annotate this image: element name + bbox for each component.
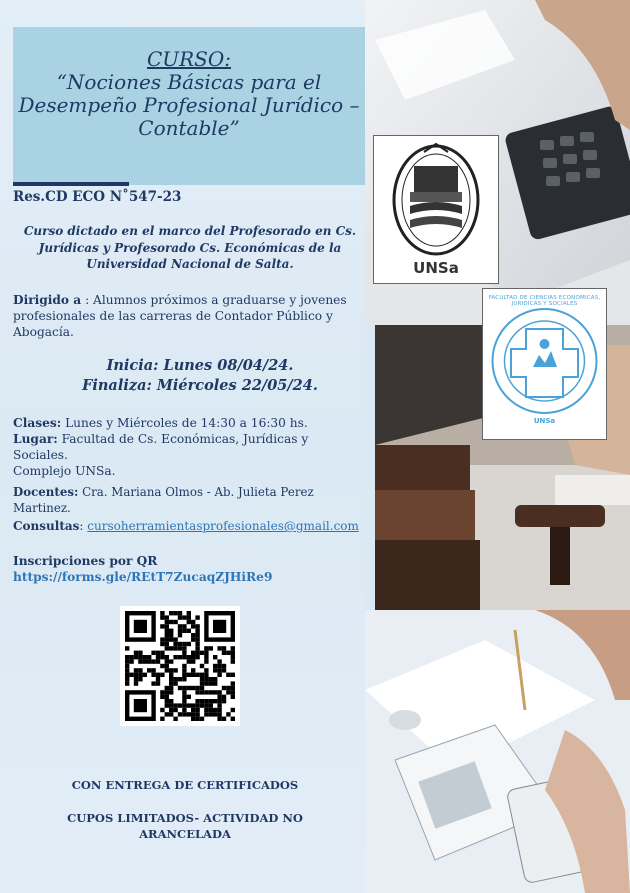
contact-block xyxy=(13,518,368,534)
certificates-note: CON ENTREGA DE CERTIFICADOS xyxy=(71,778,299,792)
start-date: Inicia: Lunes 08/04/24. xyxy=(106,357,294,374)
course-intro xyxy=(20,223,360,273)
limited-note xyxy=(40,810,330,842)
contact-label: Consultas xyxy=(13,519,80,533)
intro-line: Curso dictado en el marco del Profesorado en Cs. xyxy=(23,224,357,238)
limited-line: ARANCELADA xyxy=(139,827,231,841)
qr-code-image xyxy=(120,606,240,726)
audience-block xyxy=(13,292,358,340)
registration-url-link[interactable]: https://forms.gle/REtT7ZucaqZJHiRe9 xyxy=(13,570,273,584)
faculty-logo xyxy=(482,288,607,440)
intro-line: Universidad Nacional de Salta. xyxy=(86,257,294,271)
classes-text: Lunes y Miércoles de 14:30 a 16:30 hs. xyxy=(61,416,308,430)
contact-sep: : xyxy=(79,519,88,533)
audience-text: : Alumnos próximos a graduarse y jovenes xyxy=(81,293,347,307)
audience-text: profesionales de las carreras de Contador Público y xyxy=(13,309,333,323)
title-line: Desempeño Profesional Jurídico – xyxy=(18,93,360,117)
qr-code[interactable] xyxy=(120,606,240,726)
resolution-number: Res.CD ECO N˚547-23 xyxy=(13,189,182,205)
title-line: “Nociones Básicas para el xyxy=(56,70,322,94)
intro-line: Jurídicas y Profesorado Cs. Económicas de la xyxy=(38,240,342,255)
teachers-label: Docentes: xyxy=(13,485,79,499)
end-date: Finaliza: Miércoles 22/05/24. xyxy=(82,377,318,394)
faculty-logo-unsa-text: UNSa xyxy=(533,417,556,425)
contact-email-link[interactable]: cursoherramientasprofesionales@gmail.com xyxy=(87,519,359,533)
schedule-block xyxy=(13,415,363,479)
teachers-block xyxy=(13,484,363,516)
place-label: Lugar: xyxy=(13,432,58,446)
teachers-text: Cra. Mariana Olmos - Ab. Julieta Perez Martinez. xyxy=(13,485,314,515)
audience-label: Dirigido a xyxy=(13,293,82,307)
divider-rule xyxy=(13,182,129,186)
faculty-logo-ring-text: FACULTAD DE CIENCIAS ECONOMICAS, JURIDICAS Y SOCIALES xyxy=(488,295,601,307)
place-text: Facultad de Cs. Económicas, Jurídicas y Sociales. xyxy=(13,432,309,462)
title-course-label: CURSO: xyxy=(146,47,232,71)
title-line: Contable” xyxy=(138,116,240,140)
title-box xyxy=(13,27,365,185)
unsa-logo-text: UNSa xyxy=(413,259,459,277)
registration-label: Inscripciones por QR xyxy=(13,554,158,568)
audience-text: Abogacía. xyxy=(13,325,74,339)
unsa-logo xyxy=(373,135,499,284)
limited-line: CUPOS LIMITADOS- ACTIVIDAD NO xyxy=(67,811,303,825)
classes-label: Clases: xyxy=(13,416,62,430)
photo-keyboard-calculator xyxy=(365,610,630,893)
place-text: Complejo UNSa. xyxy=(13,464,116,478)
